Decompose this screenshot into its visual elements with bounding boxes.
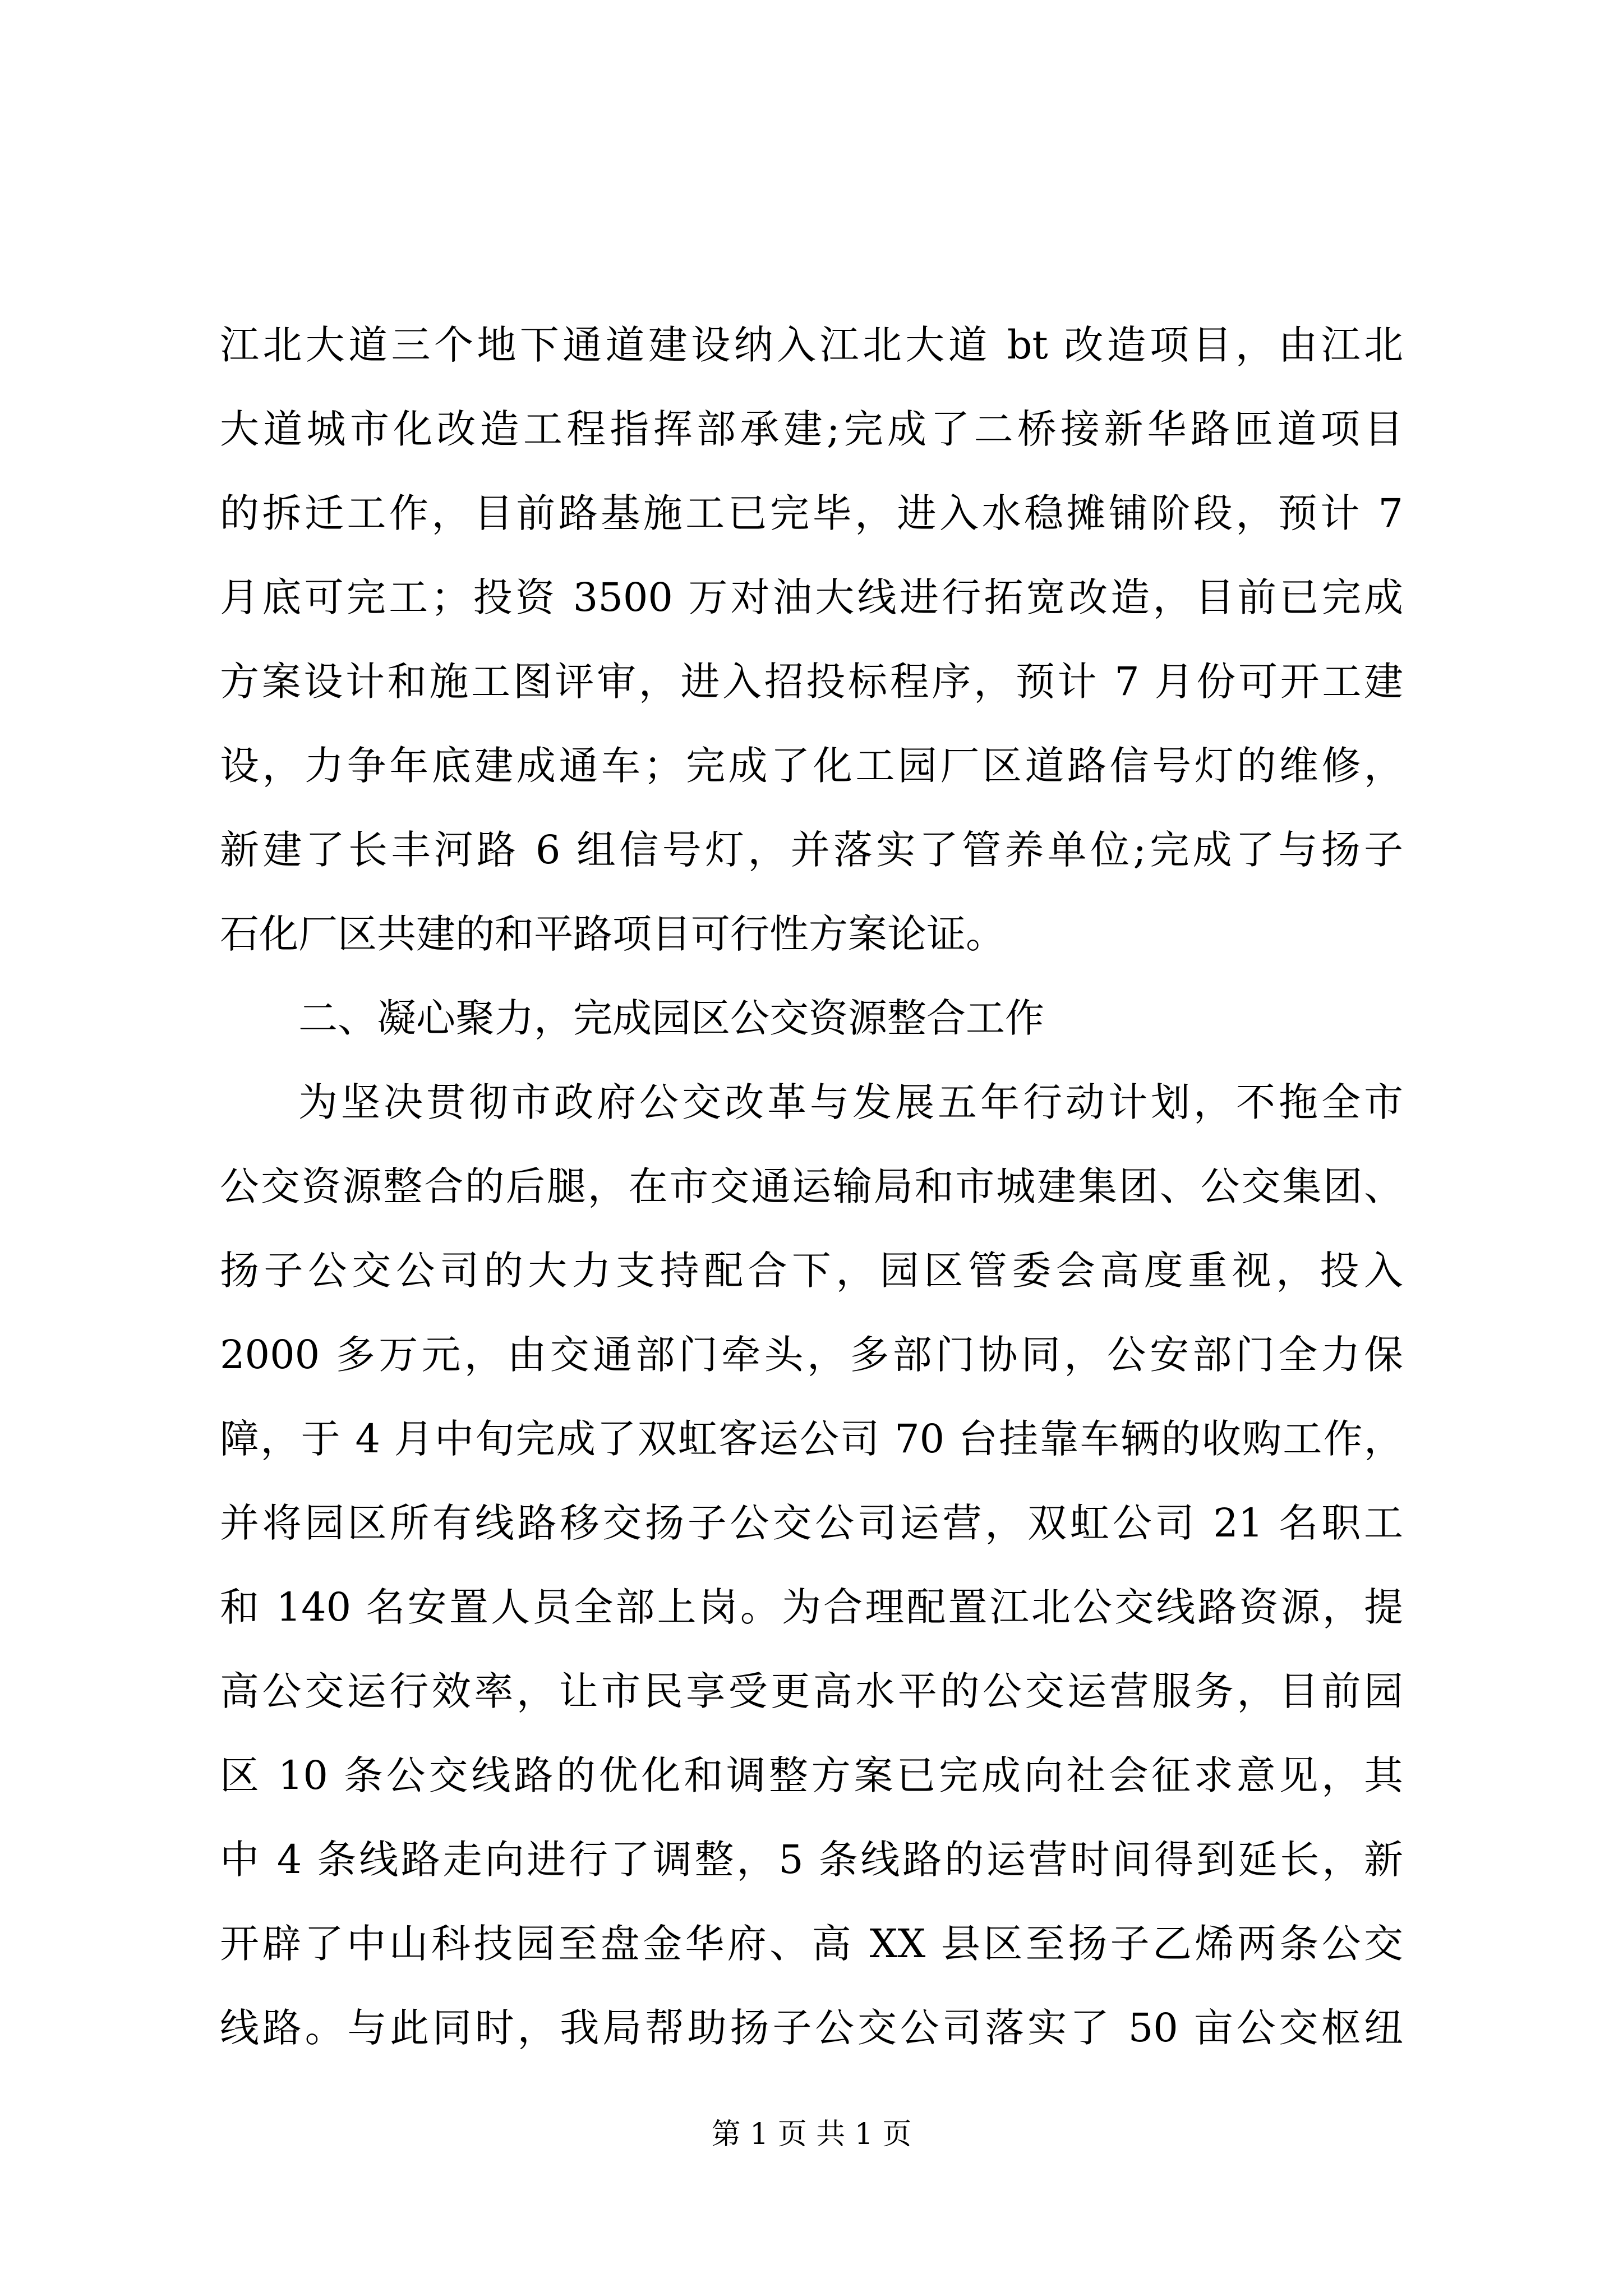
text-line: 高公交运行效率，让市民享受更高水平的公交运营服务，目前园	[220, 1668, 1403, 1714]
text-line: 并将园区所有线路移交扬子公交公司运营，双虹公司 21 名职工	[220, 1500, 1403, 1546]
text-line: 线路。与此同时，我局帮助扬子公交公司落实了 50 亩公交枢纽	[220, 2005, 1403, 2051]
text-line: 设，力争年底建成通车；完成了化工园厂区道路信号灯的维修，	[220, 743, 1403, 789]
text-line: 2000 多万元，由交通部门牵头，多部门协同，公安部门全力保	[220, 1332, 1403, 1378]
text-line: 开辟了中山科技园至盘金华府、高 XX 县区至扬子乙烯两条公交	[220, 1921, 1403, 1967]
text-line: 江北大道三个地下通道建设纳入江北大道 bt 改造项目，由江北	[220, 322, 1403, 368]
page-footer: 第 1 页 共 1 页	[711, 2118, 912, 2151]
text-line: 和 140 名安置人员全部上岗。为合理配置江北公交线路资源，提	[220, 1584, 1403, 1630]
text-line: 月底可完工；投资 3500 万对油大线进行拓宽改造，目前已完成	[220, 574, 1403, 620]
text-line: 新建了长丰河路 6 组信号灯，并落实了管养单位;完成了与扬子	[220, 827, 1403, 873]
text-line: 中 4 条线路走向进行了调整，5 条线路的运营时间得到延长，新	[220, 1837, 1403, 1883]
text-line: 的拆迁工作，目前路基施工已完毕，进入水稳摊铺阶段，预计 7	[220, 490, 1403, 536]
text-line: 障，于 4 月中旬完成了双虹客运公司 70 台挂靠车辆的收购工作，	[220, 1416, 1403, 1462]
text-line: 大道城市化改造工程指挥部承建;完成了二桥接新华路匝道项目	[220, 406, 1403, 452]
text-line: 方案设计和施工图评审，进入招投标程序，预计 7 月份可开工建	[220, 659, 1403, 705]
text-line: 区 10 条公交线路的优化和调整方案已完成向社会征求意见，其	[220, 1752, 1403, 1798]
text-line: 公交资源整合的后腿，在市交通运输局和市城建集团、公交集团、	[220, 1163, 1403, 1209]
text-line: 石化厂区共建的和平路项目可行性方案论证。	[220, 911, 1005, 957]
document-body	[220, 303, 1403, 2070]
text-line: 为坚决贯彻市政府公交改革与发展五年行动计划，不拖全市	[298, 1079, 1403, 1125]
text-line: 扬子公交公司的大力支持配合下，园区管委会高度重视，投入	[220, 1248, 1403, 1294]
section-heading: 二、凝心聚力，完成园区公交资源整合工作	[298, 995, 1044, 1041]
